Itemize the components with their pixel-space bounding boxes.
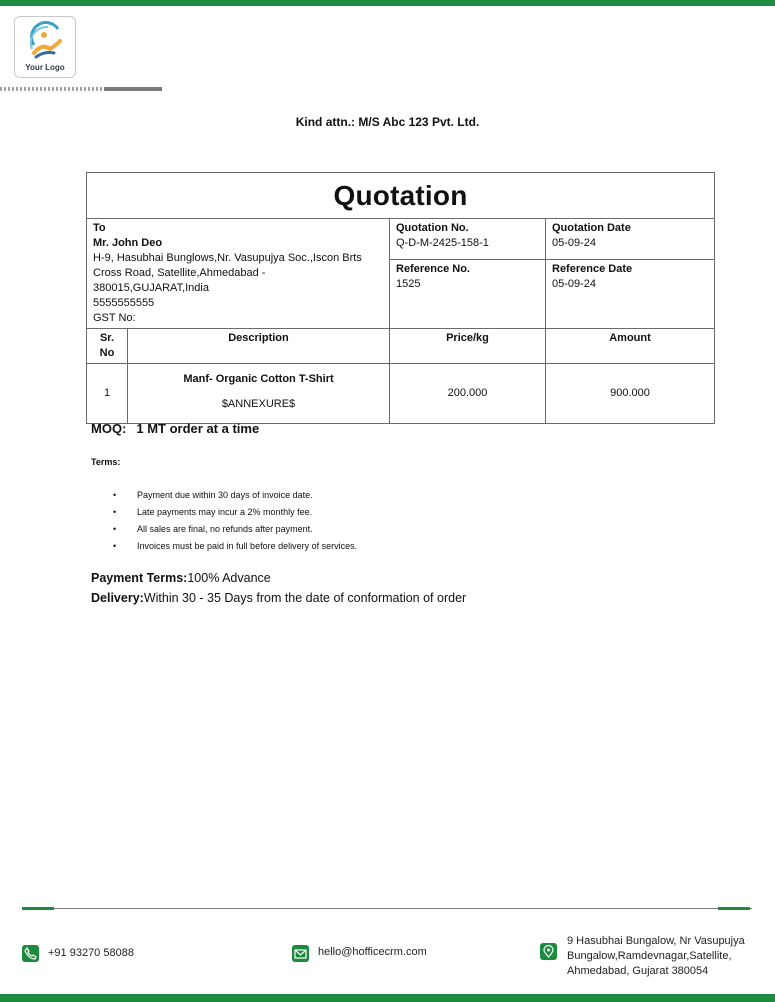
- column-header-sr: [87, 329, 128, 364]
- quotation-no-value: Q-D-M-2425-158-1: [396, 237, 489, 249]
- payment-terms-label: Payment Terms:: [91, 571, 188, 585]
- list-item: • Invoices must be paid in full before delivery of services.: [113, 541, 358, 551]
- list-item: • Payment due within 30 days of invoice date.: [113, 490, 313, 500]
- logo-icon: [28, 21, 64, 61]
- reference-date-cell: [546, 260, 715, 329]
- customer-name: Mr. John Deo: [93, 237, 163, 249]
- address-line: 9 Hasubhai Bungalow, Nr Vasupujya: [567, 935, 745, 947]
- item-amount: 900.000: [546, 364, 715, 424]
- footer-divider: [22, 908, 752, 909]
- attention-line: Kind attn.: M/S Abc 123 Pvt. Ltd.: [295, 115, 480, 129]
- payment-terms: [91, 571, 271, 585]
- term-text: Invoices must be paid in full before delivery of services.: [137, 541, 358, 551]
- footer-email[interactable]: hello@hofficecrm.com: [318, 946, 427, 958]
- table-row: [87, 364, 715, 424]
- moq-value: 1 MT order at a time: [136, 421, 260, 436]
- reference-no-value: 1525: [396, 278, 421, 291]
- delivery-label: Delivery:: [91, 591, 144, 605]
- company-logo: [14, 16, 76, 78]
- terms-label: Terms:: [91, 457, 121, 467]
- footer-address: [567, 934, 745, 979]
- phone-icon: [22, 945, 39, 962]
- to-label: To: [93, 222, 106, 234]
- reference-no-cell: [390, 260, 546, 329]
- delivery-value: Within 30 - 35 Days from the date of conformation of order: [143, 591, 467, 605]
- address-line: 380015,GUJARAT,India: [93, 282, 209, 294]
- item-description: Manf- Organic Cotton T-Shirt: [183, 373, 334, 385]
- moq-label: MOQ:: [91, 421, 127, 436]
- quotation-date-label: Quotation Date: [552, 222, 631, 234]
- item-price: 200.000: [390, 364, 546, 424]
- column-header-description: Description: [128, 329, 390, 364]
- footer-accent-right: [718, 907, 750, 910]
- quotation-no-cell: [390, 219, 546, 260]
- bottom-accent-bar: [0, 994, 775, 1002]
- footer-accent-left: [22, 907, 54, 910]
- logo-text: Your Logo: [25, 63, 65, 72]
- item-sr: 1: [87, 364, 128, 424]
- mail-icon: [292, 945, 309, 962]
- reference-no-label: Reference No.: [396, 263, 470, 276]
- quotation-date-cell: [546, 219, 715, 260]
- header-solid-divider: [104, 87, 162, 91]
- moq-line: [91, 421, 259, 436]
- header-dotted-divider: [0, 87, 102, 91]
- item-annexure: $ANNEXURE$: [221, 398, 296, 410]
- sr-header-line1: Sr.: [99, 332, 115, 344]
- table-header-row: [87, 329, 715, 364]
- address-line: Ahmedabad, Gujarat 380054: [567, 965, 709, 977]
- quotation-no-label: Quotation No.: [396, 222, 469, 234]
- terms-list: [113, 489, 357, 557]
- item-description-cell: [128, 364, 390, 424]
- location-icon: [540, 943, 557, 960]
- list-item: • All sales are final, no refunds after payment.: [113, 524, 313, 534]
- quotation-title: Quotation: [87, 173, 715, 219]
- address-line: H-9, Hasubhai Bunglows,Nr. Vasupujya Soc.,Iscon Brts: [93, 252, 362, 264]
- footer-phone[interactable]: +91 93270 58088: [48, 947, 134, 959]
- gst-number: GST No:: [93, 312, 136, 324]
- payment-terms-value: 100% Advance: [187, 571, 271, 585]
- address-line: Bungalow,Ramdevnagar,Satellite,: [567, 950, 732, 962]
- quotation-date-value: 05-09-24: [552, 237, 597, 249]
- column-header-amount: Amount: [546, 329, 715, 364]
- quotation-table: [86, 172, 715, 424]
- column-header-price: Price/kg: [390, 329, 546, 364]
- reference-date-value: 05-09-24: [552, 278, 597, 291]
- reference-date-label: Reference Date: [552, 263, 633, 276]
- customer-phone: 5555555555: [93, 297, 155, 309]
- term-text: Late payments may incur a 2% monthly fee.: [137, 507, 313, 517]
- sr-header-line2: No: [99, 347, 115, 359]
- customer-block: [87, 219, 390, 329]
- delivery-terms: [91, 591, 466, 605]
- address-line: Cross Road, Satellite,Ahmedabad -: [93, 267, 266, 279]
- term-text: All sales are final, no refunds after payment.: [137, 524, 313, 534]
- list-item: • Late payments may incur a 2% monthly fee.: [113, 507, 313, 517]
- term-text: Payment due within 30 days of invoice date.: [137, 490, 313, 500]
- top-accent-bar: [0, 0, 775, 6]
